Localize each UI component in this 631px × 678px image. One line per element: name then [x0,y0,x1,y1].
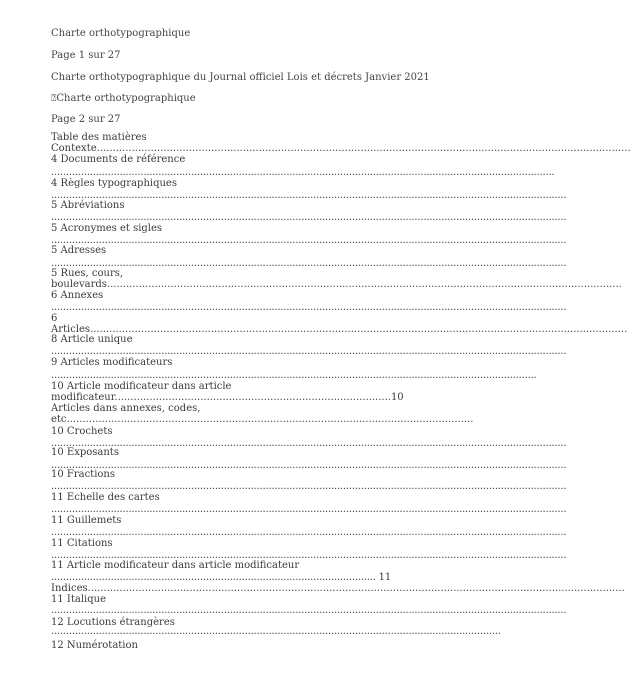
toc-entry: 5 Acronymes et sigles [51,223,163,234]
header-title: Charte orthotypographique [51,28,191,39]
toc-leader-line: ............................................................................................................................................................................. [51,481,567,492]
toc-entry: 9 Articles modificateurs [51,357,173,368]
toc-entry: modificateur.......................................................................................10 [51,392,404,403]
toc-leader-line: ....................................................................................................................................................... [51,626,501,637]
header-title-2 [51,93,480,105]
toc-entry: 12 Locutions étrangères [51,617,175,628]
toc-entry: Indices......................................................................................................................................................................... [51,583,625,594]
header-title-2-text: Charte orthotypographique [56,93,196,104]
toc-entry: etc................................................................................................................................ [51,414,474,425]
toc-entry: 5 Rues, cours, [51,268,124,279]
missing-glyph-icon: ⍰ [51,94,57,104]
toc-entry: 5 Adresses [51,245,107,256]
toc-leader-line: ......................................................................................................................................................................... [51,167,555,178]
toc-entry: 10 Exposants [51,447,119,458]
toc-leader-line: ............................................................................................................................................................................. [51,438,567,449]
toc-leader-line: ............................................................................................................................................................................. [51,212,567,223]
toc-entry: 11 Article modificateur dans article modificateur [51,560,300,571]
toc-leader-line: ............................................................................................................................................................................. [51,550,567,561]
toc-entry: boulevards.................................................................................................................................................................. [51,279,622,290]
toc-entry: 4 Documents de référence [51,154,186,165]
toc-leader-line: ............................................................................................................................................................................. [51,258,567,269]
toc-leader-line: ................................................................................................................................................................... [51,370,537,381]
toc-leader-line: ............................................................................................................................................................................. [51,605,567,616]
toc-leader-line: ............................................................................................................................................................................. [51,504,567,515]
toc-entry: 10 Crochets [51,426,113,437]
toc-leader-line: ............................................................................................................. 11 [51,572,391,583]
toc-entry: 10 Article modificateur dans article [51,381,232,392]
toc-entry: 10 Fractions [51,469,115,480]
page-number-1: Page 1 sur 27 [51,50,121,61]
toc-leader-line: ............................................................................................................................................................................. [51,302,567,313]
toc-leader-line: ............................................................................................................................................................................. [51,460,567,471]
toc-leader-line: ............................................................................................................................................................................. [51,346,567,357]
toc-entry: 8 Article unique [51,334,133,345]
toc-entry: 5 Abréviations [51,200,125,211]
toc-leader-line: ............................................................................................................................................................................. [51,190,567,201]
page-number-2: Page 2 sur 27 [51,114,121,125]
toc-title: Table des matières [51,132,147,143]
toc-entry: 11 Citations [51,538,113,549]
toc-entry: 6 [51,313,58,324]
toc-entry: 11 Echelle des cartes [51,492,160,503]
toc-entry: 12 Numérotation [51,640,138,651]
toc-entry: 11 Italique [51,594,106,605]
document-full-title: Charte orthotypographique du Journal officiel Lois et décrets Janvier 2021 [51,72,430,83]
toc-entry: Articles dans annexes, codes, [51,403,201,414]
toc-leader-line: ............................................................................................................................................................................. [51,527,567,538]
toc-entry: 6 Annexes [51,290,104,301]
toc-entry: 4 Règles typographiques [51,178,177,189]
toc-entry: Contexte........................................................................................................................................................................ [51,143,631,154]
toc-entry: Articles......................................................................................................................................................................... [51,324,628,335]
toc-leader-line: ............................................................................................................................................................................. [51,235,567,246]
toc-entry: 11 Guillemets [51,515,122,526]
